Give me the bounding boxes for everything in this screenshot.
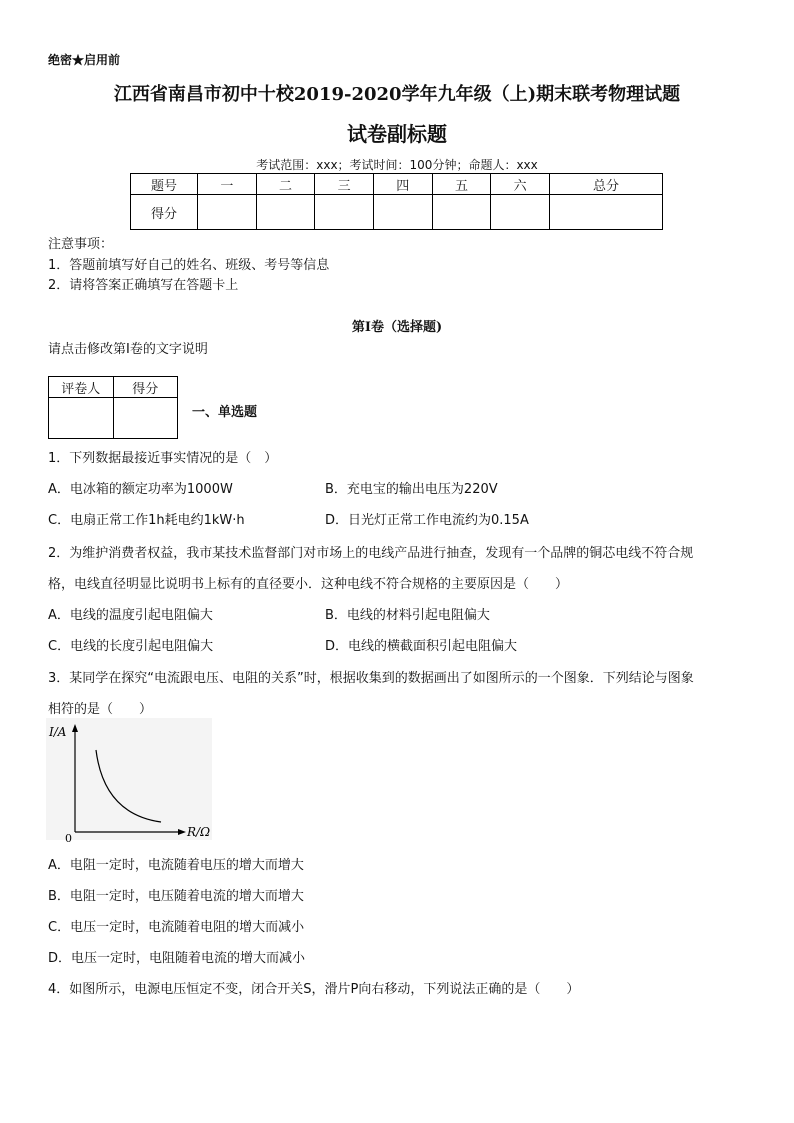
exam-subtitle: 试卷副标题 (347, 122, 447, 146)
reviewer-header: 评卷人 (49, 377, 114, 398)
section-instruction[interactable]: 请点击修改第I卷的文字说明 (48, 342, 208, 357)
question-1-option-c[interactable]: C．电扇正常工作1h耗电约1kW·h (48, 513, 245, 528)
question-1-option-d[interactable]: D．日光灯正常工作电流约为0.15A (325, 513, 529, 528)
score-table (130, 173, 663, 230)
origin-label: 0 (65, 832, 72, 844)
section-title: 第I卷（选择题) (351, 320, 443, 335)
score-cell: 四 (373, 174, 432, 195)
score-cell: 一 (198, 174, 257, 195)
score-input-cell[interactable] (198, 195, 257, 230)
exam-title: 江西省南昌市初中十校2019-2020学年九年级（上)期末联考物理试题 (113, 84, 681, 105)
score-input-cell[interactable] (491, 195, 550, 230)
question-3-option-b[interactable]: B．电阻一定时，电压随着电流的增大而增大 (48, 889, 304, 904)
question-3-option-d[interactable]: D．电压一定时，电阻随着电流的增大而减小 (48, 951, 306, 966)
question-1-stem: 1．下列数据最接近事实情况的是（ ） (48, 451, 278, 466)
reviewer-score-header: 得分 (113, 377, 178, 398)
question-3-stem-line: 相符的是（ ） (48, 702, 153, 717)
question-3-stem-line: 3．某同学在探究“电流跟电压、电阻的关系”时，根据收集到的数据画出了如图所示的一个图象．下列结论与图象 (48, 671, 694, 686)
note-item: 2．请将答案正确填写在答题卡上 (48, 278, 239, 293)
score-cell: 六 (491, 174, 550, 195)
question-1-option-b[interactable]: B．充电宝的输出电压为220V (325, 482, 498, 497)
inverse-curve-graph (46, 718, 226, 844)
score-row-label: 得分 (131, 195, 198, 230)
score-input-cell[interactable] (256, 195, 315, 230)
y-axis-label: I/A (49, 725, 67, 739)
question-4-stem: 4．如图所示，电源电压恒定不变，闭合开关S，滑片P向右移动，下列说法正确的是（ ） (48, 982, 580, 997)
score-cell: 三 (315, 174, 374, 195)
question-2-stem-line: 格，电线直径明显比说明书上标有的直径要小．这种电线不符合规格的主要原因是（ ） (48, 577, 569, 592)
question-2-stem-line: 2．为维护消费者权益，我市某技术监督部门对市场上的电线产品进行抽查，发现有一个品牌的铜芯电线不符合规 (48, 546, 694, 561)
score-input-cell[interactable] (549, 195, 662, 230)
question-3-option-c[interactable]: C．电压一定时，电流随着电阻的增大而减小 (48, 920, 305, 935)
score-input-cell[interactable] (315, 195, 374, 230)
score-cell: 题号 (131, 174, 198, 195)
score-cell: 总分 (549, 174, 662, 195)
graph-background (46, 718, 212, 840)
question-1-option-a[interactable]: A．电冰箱的额定功率为1000W (48, 482, 233, 497)
secret-mark: 绝密★启用前 (48, 53, 121, 67)
score-table-header-row (131, 174, 663, 195)
reviewer-input-cell[interactable] (49, 398, 114, 439)
score-input-cell[interactable] (373, 195, 432, 230)
question-2-option-a[interactable]: A．电线的温度引起电阻偏大 (48, 608, 213, 623)
question-2-option-b[interactable]: B．电线的材料引起电阻偏大 (325, 608, 490, 623)
reviewer-table (48, 376, 178, 439)
score-input-cell[interactable] (432, 195, 491, 230)
score-table-score-row (131, 195, 663, 230)
question-2-option-c[interactable]: C．电线的长度引起电阻偏大 (48, 639, 214, 654)
question-2-option-d[interactable]: D．电线的横截面积引起电阻偏大 (325, 639, 518, 654)
exam-info: 考试范围：xxx；考试时间：100分钟；命题人：xxx (256, 158, 538, 172)
question-3-option-a[interactable]: A．电阻一定时，电流随着电压的增大而增大 (48, 858, 304, 873)
score-cell: 五 (432, 174, 491, 195)
notes-title: 注意事项： (48, 237, 114, 252)
reviewer-score-input-cell[interactable] (113, 398, 178, 439)
note-item: 1．答题前填写好自己的姓名、班级、考号等信息 (48, 258, 330, 273)
x-axis-label: R/Ω (187, 825, 211, 839)
score-cell: 二 (256, 174, 315, 195)
part1-title: 一、单选题 (192, 405, 258, 420)
